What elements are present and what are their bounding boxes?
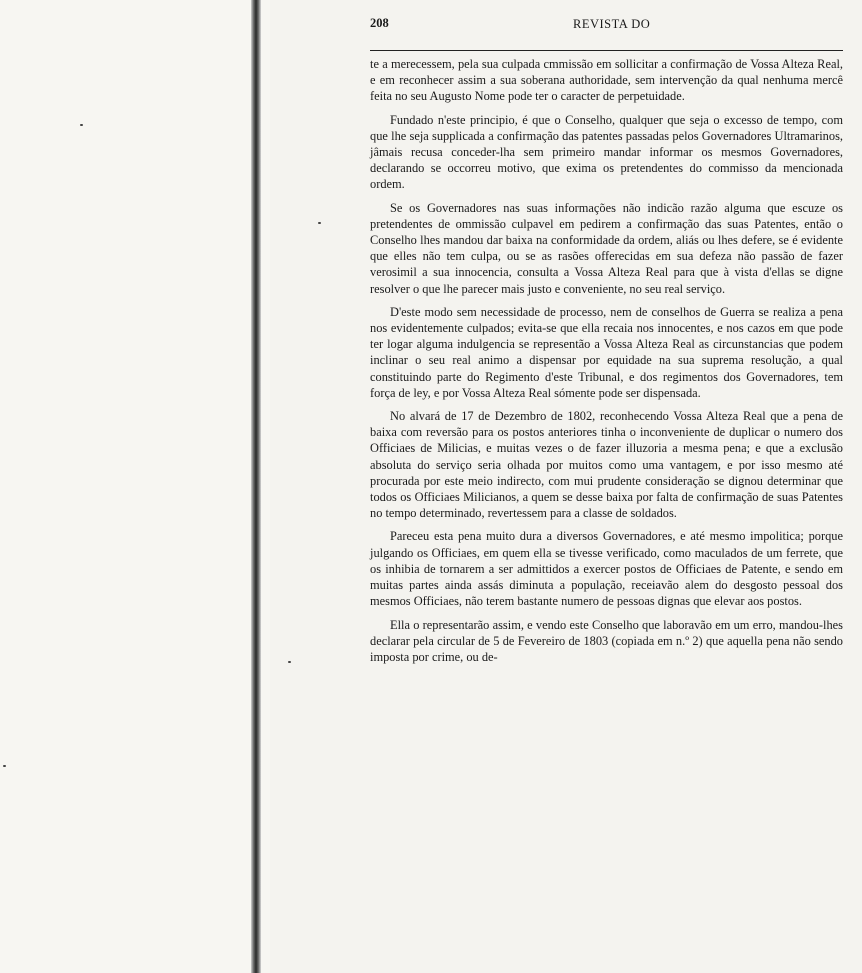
paper-speck [3, 765, 6, 767]
running-title: REVISTA DO [573, 17, 651, 31]
page-number: 208 [370, 16, 389, 30]
paragraph: Ella o representarão assim, e vendo este Conselho que laboravão em um erro, mandou-lhes declarar pela circular de 5 de Fevereiro de 1803 (copiada em n.º 2) que aquella pena não sendo imposta por crime, ou de- [370, 617, 843, 664]
paragraph: Se os Governadores nas suas informações não indicão razão alguma que escuze os pretendentes de ommissão culpavel em pedirem a confirmação das suas Patentes, então o Conselho lhes mandou dar baixa na conformidade da ordem, aliás ou lhes defere, se é evidente que elles não tem culpa, ou se as rasões offerecidas em sua defeza não passão de fazer verosimil a sua innocencia, consulta a Vossa Alteza Real para que à vista d'ellas se digne resolver o que lhe parecer mais justo e conveniente, no seu real serviço. [370, 200, 843, 296]
left-page-margin [0, 0, 270, 973]
paper-speck [80, 124, 83, 126]
paragraph: Fundado n'este principio, é que o Conselho, qualquer que seja o excesso de tempo, com que lhe seja supplicada a confirmação das patentes passadas pelos Governadores Ultramarinos, jâmais recusa conceder-lha sem primeiro mandar informar os mesmos Governadores, declarando se occorreu motivo, que exima os pretendentes do commisso da mencionada ordem. [370, 112, 843, 192]
paper-speck [288, 661, 291, 663]
paragraph: Pareceu esta pena muito dura a diversos Governadores, e até mesmo impolitica; porque julgando os Officiaes, em quem ella se tivesse verificado, como maculados de um ferrete, que os inhibia de tornarem a ser admittidos a exercer postos de Officiaes de Patente, e sendo em muitas partes ainda assás diminuta a população, receiavão alem do desgosto pessoal dos mesmos Officiaes, não terem bastante numero de pessoas dignas que elevar aos postos. [370, 529, 843, 609]
body-text [370, 56, 843, 672]
book-spine [251, 0, 261, 973]
header-rule [370, 50, 843, 51]
paragraph: D'este modo sem necessidade de processo, nem de conselhos de Guerra se realiza a pena nos evidentemente culpados; evita-se que ella recaia nos innocentes, e nos cazos em que pode ter logar alguma indulgencia se representão a Vossa Alteza Real as circunstancias que podem inclinar o seu real animo a dispensar por equidade na sua suprema resolução, a qual constituindo parte do Regimento d'este Tribunal, e dos regimentos dos Governadores, tem força de ley, e por Vossa Alteza Real sómente pode ser dispensada. [370, 304, 843, 400]
paper-speck [318, 222, 321, 224]
paragraph: No alvará de 17 de Dezembro de 1802, reconhecendo Vossa Alteza Real que a pena de baixa com reversão para os postos anteriores tinha o inconveniente de duplicar o numero dos Officiaes de Milicias, e muitas vezes o de fazer illuzoria a mesma pena; e que a exclusão absoluta do serviço seria olhada por muitos como uma vantagem, e por isso mesmo até procurada por este meio indirecto, com mui prudente consideração se dignou determinar que todos os Officiaes Milicianos, a quem se desse baixa por falta de confirmação de suas Patentes no tempo determinado, revertessem para a classe de soldados. [370, 409, 843, 521]
paragraph: te a merecessem, pela sua culpada cmmissão em sollicitar a confirmação de Vossa Alteza Real, e em reconhecer assim a sua soberana authoridade, sem intervenção da qual nenhuma mercê feita no seu Augusto Nome pode ter o caracter de perpetuidade. [370, 57, 843, 104]
page-header [370, 16, 843, 38]
book-page [370, 0, 843, 973]
